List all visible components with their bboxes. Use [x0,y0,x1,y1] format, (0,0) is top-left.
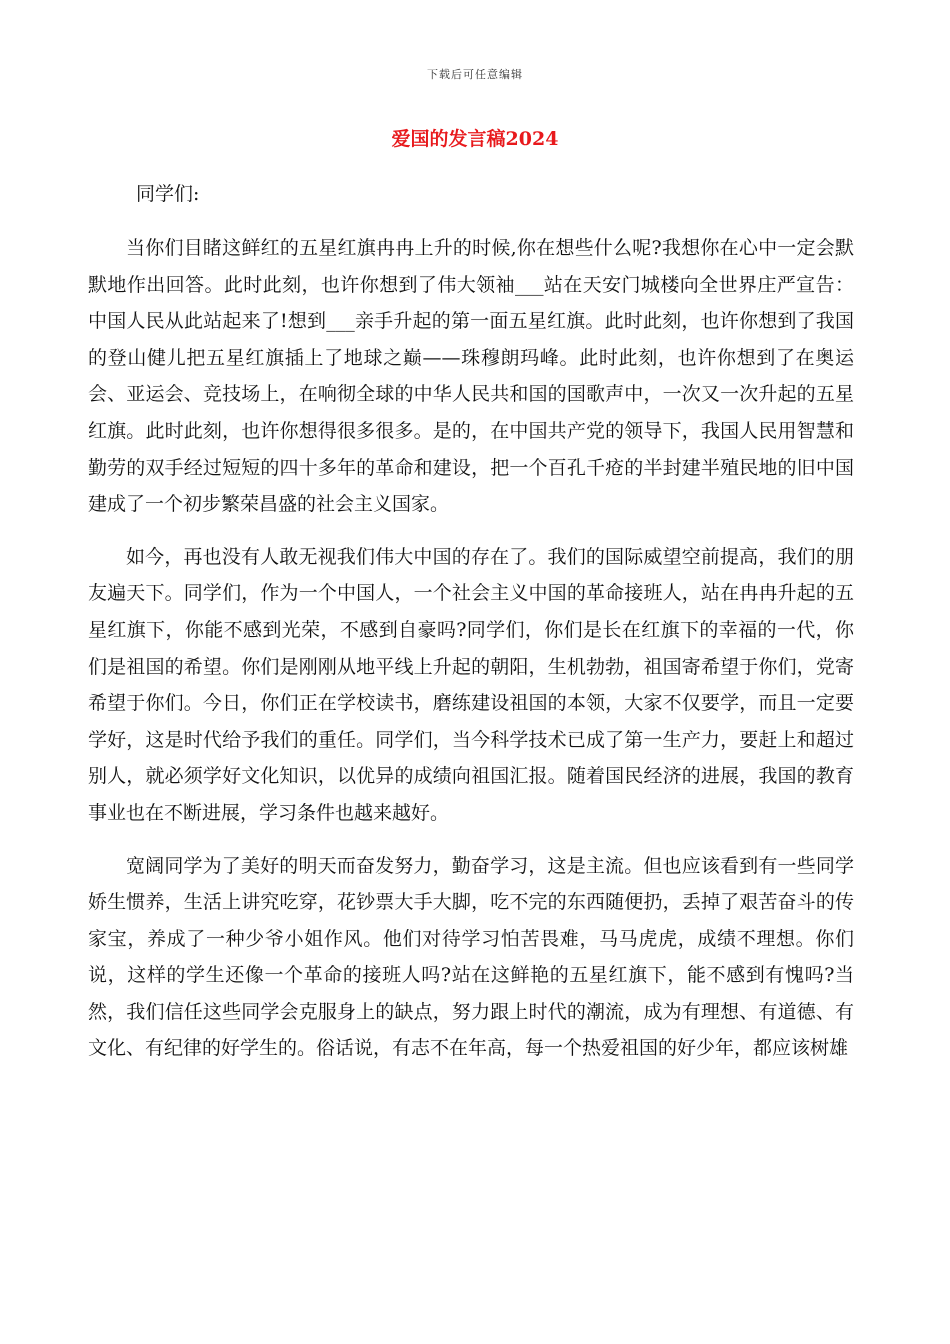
paragraph-3: 宽阔同学为了美好的明天而奋发努力，勤奋学习，这是主流。但也应该看到有一些同学娇生惯养，生活上讲究吃穿，花钞票大手大脚，吃不完的东西随便扔，丢掉了艰苦奋斗的传家宝，养成了一种少爷小姐作风。他们对待学习怕苦畏难，马马虎虎，成绩不理想。你们说，这样的学生还像一个革命的接班人吗?站在这鲜艳的五星红旗下，能不感到有愧吗?当然，我们信任这些同学会克服身上的缺点，努力跟上时代的潮流，成为有理想、有道德、有文化、有纪律的好学生的。俗话说，有志不在年高，每一个热爱祖国的好少年，都应该树雄 [88,854,854,1060]
salutation: 同学们: [136,183,200,205]
header-note: 下载后可任意编辑 [427,68,523,81]
paragraph-1: 当你们目睹这鲜红的五星红旗冉冉上升的时候,你在想些什么呢?我想你在心中一定会默默地作出回答。此时此刻，也许你想到了伟大领袖___站在天安门城楼向全世界庄严宣告：中国人民从此站起来了!想到___亲手升起的第一面五星红旗。此时此刻，也许你想到了我国的登山健儿把五星红旗插上了地球之巅——珠穆朗玛峰。此时此刻，也许你想到了在奥运会、亚运会、竞技场上，在响彻全球的中华人民共和国的国歌声中，一次又一次升起的五星红旗。此时此刻，也许你想得很多很多。是的，在中国共产党的领导下，我国人民用智慧和勤劳的双手经过短短的四十多年的革命和建设，把一个百孔千疮的半封建半殖民地的旧中国建成了一个初步繁荣昌盛的社会主义国家。 [88,237,854,516]
paragraph-2: 如今，再也没有人敢无视我们伟大中国的存在了。我们的国际威望空前提高，我们的朋友遍天下。同学们，作为一个中国人，一个社会主义中国的革命接班人，站在冉冉升起的五星红旗下，你能不感到光荣，不感到自豪吗?同学们，你们是长在红旗下的幸福的一代，你们是祖国的希望。你们是刚刚从地平线上升起的朝阳，生机勃勃，祖国寄希望于你们，党寄希望于你们。今日，你们正在学校读书，磨练建设祖国的本领，大家不仅要学，而且一定要学好，这是时代给予我们的重任。同学们，当今科学技术已成了第一生产力，要赶上和超过别人，就必须学好文化知识，以优异的成绩向祖国汇报。随着国民经济的进展，我国的教育事业也在不断进展，学习条件也越来越好。 [88,545,854,824]
document-body [88,230,854,1083]
document-title: 爱国的发言稿2024 [391,128,559,150]
